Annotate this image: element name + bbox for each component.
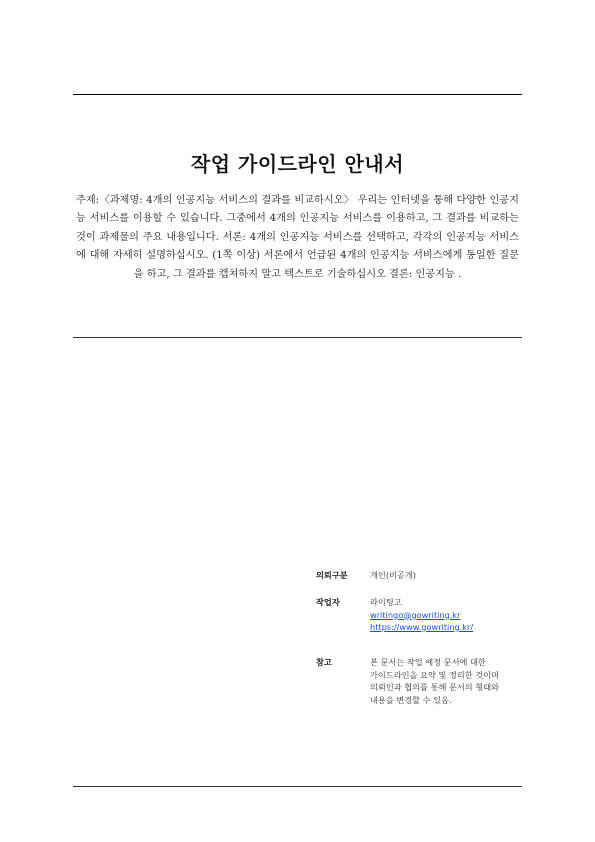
author-value — [370, 596, 530, 634]
note-line: 내용을 변경할 수 있음. — [370, 694, 452, 705]
request-type-label: 의뢰구분 — [316, 570, 348, 580]
info-row-author — [316, 596, 530, 634]
author-label: 작업자 — [316, 597, 340, 607]
info-row-request-type — [316, 569, 530, 582]
author-website-link[interactable]: https://www.gowriting.kr/ — [370, 622, 474, 632]
author-email-link[interactable]: writingo@gowriting.kr — [370, 609, 461, 620]
note-value — [370, 656, 530, 706]
note-line: 의뢰인과 협의를 통해 문서의 형태와 — [370, 682, 500, 692]
document-title: 작업 가이드라인 안내서 — [190, 152, 405, 176]
request-type-text: 개인(비공개) — [370, 570, 416, 580]
document-summary: 주제:〈과제명: 4개의 인공지능 서비스의 결과를 비교하시오〉 우리는 인터넷을 통해 다양한 인공지능 서비스를 이용할 수 있습니다. 그중에서 4개의 인공지능 서비스를 이용하고, 그 결과를 비교하는 것이 과제물의 주요 내용입니다. 서론: 4개의 인공지능 서비스를 선택하고, 각각의 인공지능 서비스에 대해 자세히 설명하십시오. (1쪽 이상) 서론에서 언급된 4개의 인공지능 서비스에게 동일한 질문을 하고, 그 결과를 캡쳐하지 말고 텍스트로 기술하십시오 결론: 인공지능 . — [76, 195, 519, 280]
note-line: 본 문서는 작업 예정 문서에 대한 — [370, 657, 486, 667]
author-name: 라이팅고 — [370, 597, 402, 607]
request-type-value — [370, 569, 530, 582]
bottom-divider — [73, 786, 522, 787]
info-row-note — [316, 656, 530, 706]
top-divider — [73, 94, 522, 95]
note-label: 참고 — [316, 657, 332, 667]
middle-divider — [73, 337, 522, 338]
note-line: 가이드라인을 요약 및 정리한 것이며 — [370, 669, 500, 680]
